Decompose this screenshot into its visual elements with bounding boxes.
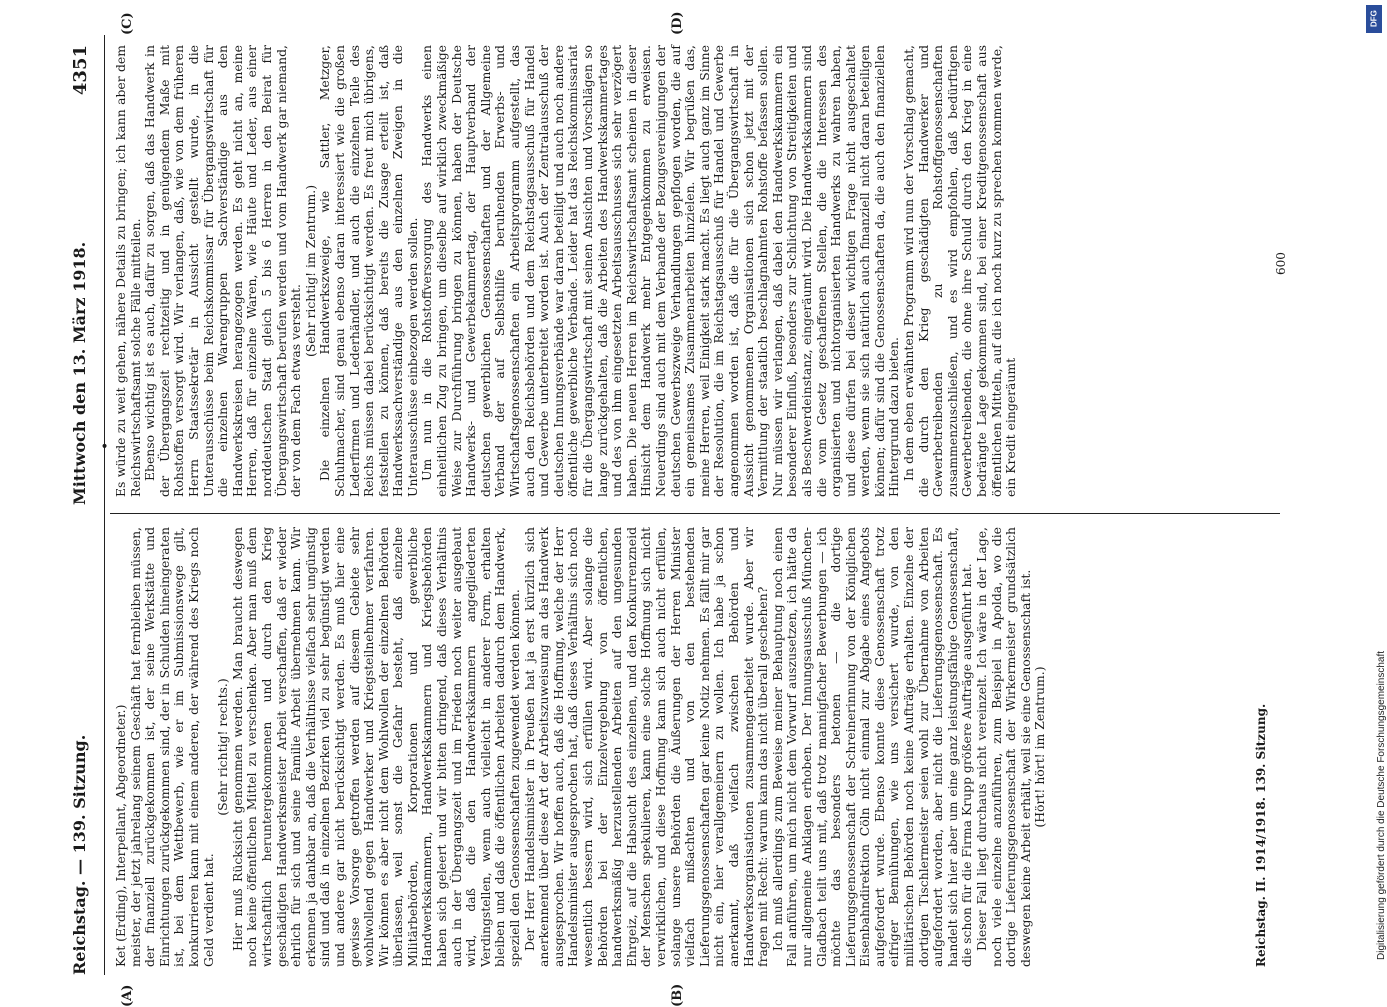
paragraph: meister, der jetzt jahrelang seinem Geschäft hat fernbleiben müssen, der finanziell zurückgekommen ist, der seine Werkstätte und Einrichtungen zurückgekommen sind, der in Schulden hineingeraten ist, bei dem Wettbewerb, wie er im Submissionswege gilt, konkurrieren kann mit einem anderen, der während des Kriegs noch Geld verdient hat. xyxy=(127,527,216,967)
margin-c: (C) xyxy=(120,12,135,35)
margin-a: (A) xyxy=(120,984,135,1007)
paragraph: Ebenso wichtig ist es auch, dafür zu sorgen, daß das Handwerk in der Übergangszeit rechtzeitig und in genügendem Maße mit Rohstoffen versorgt wird. Wir verlangen, daß, wie von dem früheren Herrn Staatssekretär in Aussicht gestellt wurde, in die Unterausschüsse beim Reichskommissar für Übergangswirtschaft für die einzelnen Warengruppen Sachverständige aus den Handwerkskreisen herangezogen werden. Es geht nicht an, meine Herren, daß für einzelne Waren, wie Häute und Leder, aus einer norddeutschen Stadt gleich 5 bis 6 Herren in den Beirat für Übergangswirtschaft berufen werden und vom Handwerk gar niemand, der von dem Fach etwas versteht. xyxy=(142,45,304,497)
page-number: 4351 xyxy=(70,45,91,96)
right-column xyxy=(114,45,1019,497)
rotated-page xyxy=(70,11,1290,1007)
paragraph: Der Herr Handelsminister in Preußen hat ja erst kürzlich sich anerkennend über diese Art der Arbeitszuweisung an das Handwerk ausgesprochen. Wir hoffen auch, daß die Hoffnung, welche der Herr Handelsminister ausgesprochen hat, daß dieses Verhältnis sich noch wesentlich bessern wird, sich erfüllen wird. Aber solange die Behörden bei der Einzelvergebung von öffentlichen, handwerksmäßig herzustellenden Arbeiten auf den ungesunden Ehrgeiz, auf die Habsucht des einzelnen, und den Konkurrenzneid der Menschen spekulieren, kann eine solche Hoffnung sich nicht verwirklichen, und diese Hoffnung kann sich auch nicht erfüllen, solange unsere Behörden die Äußerungen der Herren Minister vielfach mißachten und von den bestehenden Lieferungsgenossenschaften gar keine Notiz nehmen. Es fällt mir gar nicht ein, hier verallgemeinern zu wollen. Ich habe ja schon anerkannt, daß vielfach zwischen Behörden und Handwerksorganisationen zusammengearbeitet wurde. Aber wir fragen mit Recht: warum kann das nicht überall geschehen? xyxy=(521,527,771,967)
header-date: Mittwoch den 13. März 1918. xyxy=(70,241,89,505)
speaker-line: Ket (Erding), Interpellant, Abgeordneter.) xyxy=(113,704,128,967)
sheet-number: 600 xyxy=(1274,252,1288,275)
header-rule xyxy=(104,35,105,975)
margin-d: (D) xyxy=(670,11,685,35)
reaction: (Sehr richtig! rechts.) xyxy=(215,678,231,816)
footer-citation: Reichstag. II. 1914/1918. 139. Sitzung. xyxy=(1254,703,1268,967)
paragraph: Die einzelnen Handwerkszweige, wie Sattler, Metzger, Schuhmacher, sind genau ebenso daran interessiert wie die großen Lederfirmen und Lederhändler, und auch die einzelnen Teile des Reichs müssen dabei berücksichtigt werden. Es freut mich übrigens, feststellen zu können, daß bereits die Zusage erteilt ist, daß Handwerkssachverständige aus den einzelnen Zweigen in die Unterausschüsse einbezogen werden sollen. xyxy=(317,45,420,497)
paragraph: In dem eben erwähnten Programm wird nun der Vorschlag gemacht, die durch den Krieg geschädigten Handwerker und Gewerbetreibenden zu Rohstoffgenossenschaften zusammenzuschließen, und es wird empfohlen, daß bedürftigen Gewerbetreibenden, die ohne ihre Schuld durch den Krieg in eine bedrängte Lage gekommen sind, bei einer Kreditgenossenschaft aus öffentlichen Mitteln, auf die ich noch kurz zu sprechen kommen werde, ein Kredit eingeräumt xyxy=(901,45,1019,497)
paragraph: Um nun in die Rohstoffversorgung des Handwerks einen einheitlichen Zug zu bringen, um dieselbe auf wirklich zweckmäßige Weise zur Durchführung bringen zu können, haben der Deutsche Handwerks- und Gewerbekammertag, der Hauptverband der deutschen gewerblichen Genossenschaften und der Allgemeine Verband der auf Selbsthilfe beruhenden Erwerbs- und Wirtschaftsgenossenschaften ein Arbeitsprogramm aufgestellt, das auch den Reichsbehörden und dem Reichstagsausschuß für Handel und Gewerbe unterbreitet worden ist. Auch der Zentralausschuß der deutschen Innungsverbände war daran beteiligt und auch noch andere öffentliche gewerbliche Verbände. Leider hat das Reichskommissariat für die Übergangswirtschaft mit seinen Ansichten und Vorschlägen so lange zurückgehalten, daß die Arbeiten des Handwerkskammertages und des von ihm eingesetzten Arbeitsausschusses sich sehr verzögert haben. Die neuen Herren im Reichswirtschaftsamt scheinen in dieser Hinsicht dem Handwerk mehr Entgegenkommen zu erweisen. Neuerdings sind auch mit dem Verbande der Bezugsvereinigungen der deutschen Gewerbszweige Verhandlungen gepflogen worden, die auf ein gemeinsames Zusammenarbeiten hinzielen. Wir begrüßen das, meine Herren, weil Einigkeit stark macht. Es liegt auch ganz im Sinne der Resolution, die im Reichstagsausschuß für Handel und Gewerbe angenommen worden ist, daß die für die Übergangswirtschaft in Aussicht genommenen Organisationen sich schon jetzt mit der Vermittlung der staatlich beschlagnahmten Rohstoffe befassen sollen. Nur müssen wir verlangen, daß dabei den Handwerkskammern ein besonderer Einfluß, besonders zur Schlichtung von Streitigkeiten und als Beschwerdeinstanz, eingeräumt wird. Die Handwerkskammern sind die vom Gesetz geschaffenen Stellen, die die Interessen des organisierten und nichtorganisierten Handwerks zu wahren haben, und diese dürfen bei dieser wichtigen Frage nicht ausgeschaltet werden, wenn sie sich natürlich auch finanziell nicht daran beteiligen können; dafür sind die Genossenschaften da, die auch den finanziellen Hintergrund dazu bieten. xyxy=(419,45,902,497)
margin-b: (B) xyxy=(670,983,685,1007)
paragraph: Es würde zu weit gehen, nähere Details zu bringen; ich kann aber dem Reichswirtschaftsamt solche Fälle mitteilen. xyxy=(113,45,143,497)
sidebar-note xyxy=(1362,40,1387,990)
digitization-note: Digitalisierung gefördert durch die Deutsche Forschungsgemeinschaft xyxy=(1376,650,1387,960)
header-session: Reichstag. — 139. Sitzung. xyxy=(70,734,89,975)
paragraph: Dieser Fall liegt durchaus nicht vereinzelt. Ich wäre in der Lage, noch viele einzelne anzuführen, zum Beispiel in Apolda, wo die dortige Lieferungsgenossenschaft der Wirkermeister grundsätzlich deswegen keine Arbeit erhält, weil sie eine Genossenschaft ist. xyxy=(974,527,1033,967)
reaction: (Sehr richtig! im Zentrum.) xyxy=(302,184,318,358)
reaction: (Hört! hört! im Zentrum.) xyxy=(1032,666,1048,828)
paragraph: Hier muß Rücksicht genommen werden. Man braucht deswegen noch keine öffentlichen Mittel zu verschenken. Aber man muß dem wirtschaftlich heruntergekommenen und durch den Krieg geschädigten Handwerksmeister Arbeit verschaffen, daß er wieder ehrlich für sich und seine Familie Arbeit übernehmen kann. Wir erkennen ja dankbar an, daß die Verhältnisse vielfach sehr ungünstig sind und daß in einzelnen Bezirken viel zu sehr begünstigt werden und andere gar nicht berücksichtigt werden. Es muß hier eine gewisse Vorsorge getroffen werden auf diesem Gebiete sehr wohlwollend gegen Handwerker und Kriegsteilnehmer verfahren. Wir können es aber nicht dem Wohlwollen der einzelnen Behörden überlassen, weil sonst die Gefahr besteht, daß einzelne Militärbehörden, Korporationen und gewerbliche Handwerkskammern, Handwerkskammern und Kriegsbehörden haben sich geleert und wir bitten dringend, daß dieses Verhältnis auch in der Übergangszeit und im Frieden noch weiter ausgebaut wird, daß die den Handwerkskammern angegliederten Verdingstellen, wenn auch vielleicht in anderer Form, erhalten bleiben und daß die öffentlichen Arbeiten dadurch dem Handwerk, speziell den Genossenschaften zugewendet werden können. xyxy=(229,527,523,967)
dfg-logo: DFG xyxy=(1366,5,1382,33)
dot-mark: • xyxy=(98,441,114,450)
column-divider xyxy=(110,513,1280,514)
left-column xyxy=(114,527,1048,967)
paragraph: Ich muß allerdings zum Beweise meiner Behauptung noch einen Fall anführen, um mich nicht dem Vorwurf auszusetzen, ich hätte da nur allgemeine Anklagen erhoben. Der Innungsausschuß München-Gladbach teilt uns mit, daß trotz mannigfacher Bewerbungen — ich möchte das besonders betonen — die dortige Lieferungsgenossenschaft der Schreinerinnung von der Königlichen Eisenbahndirektion Cöln nicht einmal zur Abgabe eines Angebots aufgefordert wurde. Ebenso konnte diese Genossenschaft trotz eifriger Bemühungen, wie uns versichert wurde, von den militärischen Behörden noch keine Aufträge erhalten. Einzelne der dortigen Tischlermeister seien wohl zur Übernahme von Arbeiten aufgefordert worden, aber nicht die Lieferungsgenossenschaft. Es handelt sich hier aber um eine ganz leistungsfähige Genossenschaft, die schon für die Firma Krupp größere Aufträge ausgeführt hat. xyxy=(769,527,975,967)
